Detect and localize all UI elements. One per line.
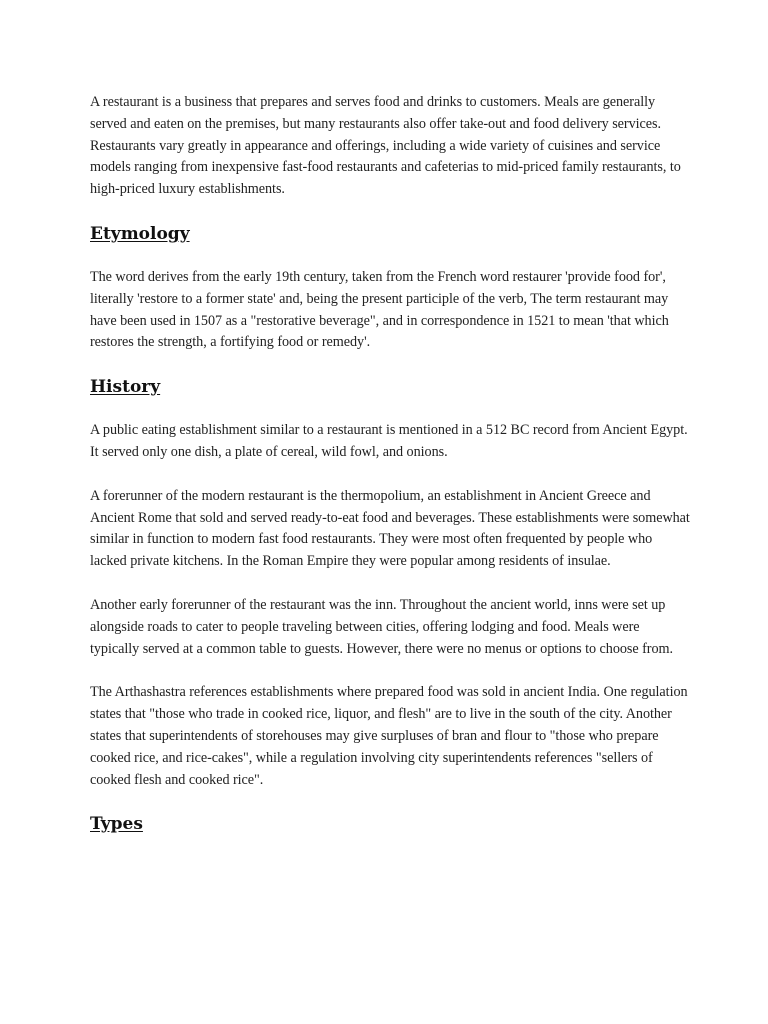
section-heading-etymology: Etymology bbox=[90, 223, 190, 244]
section-heading-types: Types bbox=[90, 814, 143, 835]
history-paragraph-inn: Another early forerunner of the restaurant was the inn. Throughout the ancient world, inns were set up alongside roads to cater to people traveling between cities, offering lodging and food. Meals were typically served at a common table to guests. However, there were no menus or options to choose from. bbox=[90, 596, 674, 657]
section-heading-history: History bbox=[90, 377, 161, 398]
document-page bbox=[90, 92, 690, 857]
history-paragraph-arthashastra: The Arthashastra references establishments where prepared food was sold in ancient India. One regulation states that "those who trade in cooked rice, liquor, and flesh" are to live in the south of the city. Another states that superintendents of storehouses may give surpluses of bran and flour to "those who prepare cooked rice, and rice-cakes", while a regulation involving city superintendents references "sellers of cooked flesh and cooked rice". bbox=[90, 684, 688, 788]
intro-paragraph: A restaurant is a business that prepares and serves food and drinks to customers. Meals are generally served and eaten on the premises, but many restaurants also offer take-out and food delivery services. Restaurants vary greatly in appearance and offerings, including a wide variety of cuisines and service models ranging from inexpensive fast-food restaurants and cafeterias to mid-priced family restaurants, to high-priced luxury establishments. bbox=[90, 94, 681, 198]
history-paragraph-thermopolium: A forerunner of the modern restaurant is the thermopolium, an establishment in Ancient Greece and Ancient Rome that sold and served ready-to-eat food and beverages. These establishments were somewhat similar in function to modern fast food restaurants. They were most often frequented by people who lacked private kitchens. In the Roman Empire they were popular among residents of insulae. bbox=[90, 487, 690, 570]
etymology-paragraph: The word derives from the early 19th century, taken from the French word restaurer 'provide food for', literally 'restore to a former state' and, being the present participle of the verb, The term restaurant may have been used in 1507 as a "restorative beverage", and in correspondence in 1521 to mean 'that which restores the strength, a fortifying food or remedy'. bbox=[90, 268, 669, 351]
history-paragraph-egypt: A public eating establishment similar to a restaurant is mentioned in a 512 BC record from Ancient Egypt. It served only one dish, a plate of cereal, wild fowl, and onions. bbox=[90, 422, 688, 460]
